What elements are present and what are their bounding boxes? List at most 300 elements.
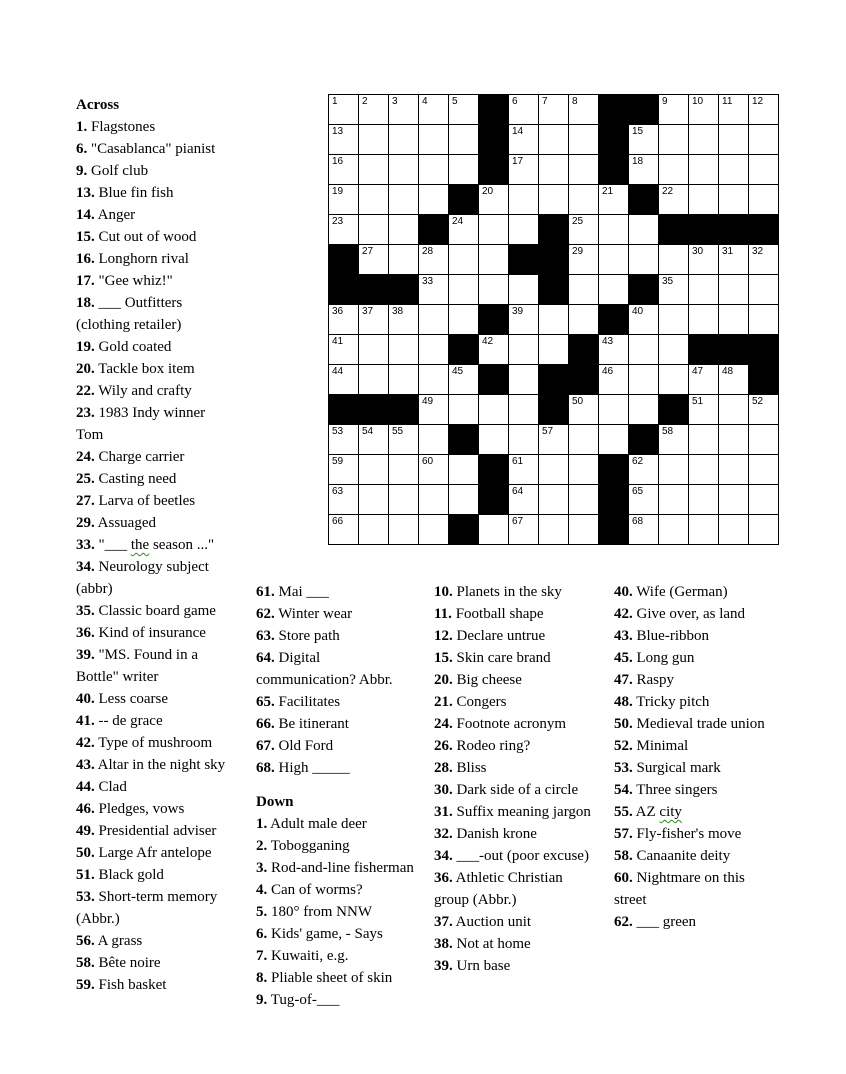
clue-number: 9.	[76, 163, 88, 179]
grid-cell[interactable]	[599, 275, 629, 305]
grid-cell[interactable]	[359, 305, 389, 335]
grid-cell[interactable]	[689, 485, 719, 515]
cell-number: 7	[542, 96, 548, 107]
grid-block	[539, 365, 569, 395]
grid-cell[interactable]	[419, 515, 449, 545]
grid-cell[interactable]	[509, 365, 539, 395]
down-clue	[434, 647, 594, 669]
cell-number: 63	[332, 486, 344, 497]
grid-cell[interactable]	[329, 125, 359, 155]
grid-cell[interactable]	[689, 155, 719, 185]
down-clue	[256, 945, 414, 967]
across-clue	[76, 226, 234, 248]
clue-text: "MS. Found in a Bottle" writer	[76, 647, 198, 685]
grid-cell[interactable]	[509, 455, 539, 485]
grid-cell[interactable]	[449, 155, 479, 185]
clue-number: 60.	[614, 870, 633, 886]
grid-cell[interactable]	[569, 425, 599, 455]
grid-cell[interactable]	[509, 125, 539, 155]
grid-cell[interactable]	[749, 425, 779, 455]
cell-number: 26	[662, 216, 674, 227]
grid-cell[interactable]	[659, 515, 689, 545]
grid-cell[interactable]	[449, 455, 479, 485]
across-clue	[76, 468, 234, 490]
grid-cell[interactable]	[689, 305, 719, 335]
clue-text: Auction unit	[452, 914, 532, 930]
grid-cell[interactable]	[599, 335, 629, 365]
grid-cell[interactable]	[569, 215, 599, 245]
clue-text: ___ Outfitters (clothing retailer)	[76, 295, 183, 333]
clue-number: 45.	[614, 650, 633, 666]
grid-cell[interactable]	[479, 515, 509, 545]
grid-cell[interactable]	[449, 395, 479, 425]
grid-cell[interactable]	[719, 395, 749, 425]
grid-cell[interactable]	[389, 155, 419, 185]
grid-cell[interactable]	[569, 185, 599, 215]
grid-cell[interactable]	[329, 455, 359, 485]
grid-cell[interactable]	[719, 515, 749, 545]
grid-cell[interactable]	[689, 515, 719, 545]
clue-number: 41.	[76, 713, 95, 729]
grid-cell[interactable]	[509, 95, 539, 125]
grid-cell[interactable]	[389, 95, 419, 125]
grid-cell[interactable]	[479, 395, 509, 425]
grid-cell[interactable]	[479, 425, 509, 455]
grid-cell[interactable]	[509, 185, 539, 215]
grid-cell[interactable]	[659, 185, 689, 215]
grid-cell[interactable]	[719, 455, 749, 485]
clue-text: Wily and crafty	[94, 383, 192, 399]
clue-number: 33.	[76, 537, 95, 553]
grid-cell[interactable]	[569, 275, 599, 305]
clue-number: 65.	[256, 694, 275, 710]
grid-cell[interactable]	[659, 455, 689, 485]
grid-cell[interactable]	[569, 245, 599, 275]
across-clue	[76, 204, 234, 226]
across-clue	[76, 710, 234, 732]
grid-cell[interactable]	[659, 425, 689, 455]
clue-number: 40.	[614, 584, 633, 600]
grid-block	[449, 335, 479, 365]
clue-text: -- de grace	[94, 713, 163, 729]
grid-cell[interactable]	[449, 245, 479, 275]
grid-cell[interactable]	[569, 155, 599, 185]
grid-cell[interactable]	[509, 425, 539, 455]
grid-cell[interactable]	[419, 275, 449, 305]
grid-cell[interactable]	[629, 455, 659, 485]
clue-text: Short-term memory (Abbr.)	[76, 889, 218, 927]
grid-cell[interactable]	[419, 95, 449, 125]
grid-cell[interactable]	[479, 215, 509, 245]
grid-cell[interactable]	[689, 275, 719, 305]
clue-number: 56.	[76, 933, 95, 949]
grid-cell[interactable]	[329, 335, 359, 365]
grid-cell[interactable]	[689, 365, 719, 395]
grid-cell[interactable]	[419, 395, 449, 425]
down-clue	[614, 669, 774, 691]
grid-cell[interactable]	[509, 485, 539, 515]
across-clue	[76, 556, 234, 600]
clue-text: Anger	[94, 207, 136, 223]
grid-block	[329, 245, 359, 275]
grid-cell[interactable]	[479, 275, 509, 305]
grid-cell[interactable]	[359, 455, 389, 485]
clue-text: ___ green	[632, 914, 697, 930]
clue-number: 53.	[614, 760, 633, 776]
grid-cell[interactable]	[359, 215, 389, 245]
clue-number: 15.	[434, 650, 453, 666]
grid-cell[interactable]	[449, 125, 479, 155]
grid-block	[749, 335, 779, 365]
grid-cell[interactable]	[569, 395, 599, 425]
grid-cell[interactable]	[509, 275, 539, 305]
clue-text: Digital communication? Abbr.	[256, 650, 393, 688]
grid-cell[interactable]	[359, 365, 389, 395]
grid-cell[interactable]	[539, 425, 569, 455]
clue-number: 61.	[256, 584, 275, 600]
grid-cell[interactable]	[569, 515, 599, 545]
grid-cell[interactable]	[599, 245, 629, 275]
clue-text: Flagstones	[87, 119, 156, 135]
grid-cell[interactable]	[719, 275, 749, 305]
grid-cell[interactable]	[329, 95, 359, 125]
grid-cell[interactable]	[689, 455, 719, 485]
grid-cell[interactable]	[389, 185, 419, 215]
clue-number: 35.	[76, 603, 95, 619]
grid-cell[interactable]	[749, 155, 779, 185]
grid-cell[interactable]	[659, 275, 689, 305]
grid-cell[interactable]	[389, 455, 419, 485]
grid-cell[interactable]	[719, 155, 749, 185]
grid-cell[interactable]	[659, 155, 689, 185]
cell-number: 50	[572, 396, 584, 407]
clue-number: 55.	[614, 804, 633, 820]
clue-number: 47.	[614, 672, 633, 688]
clue-text: Wife (German)	[632, 584, 728, 600]
clue-text: Planets in the sky	[452, 584, 562, 600]
clue-text: Tricky pitch	[632, 694, 710, 710]
cell-number: 1	[332, 96, 338, 107]
cell-number: 19	[332, 186, 344, 197]
grid-cell[interactable]	[539, 335, 569, 365]
clue-text: Not at home	[452, 936, 531, 952]
clue-number: 15.	[76, 229, 95, 245]
grid-cell[interactable]	[359, 515, 389, 545]
grid-cell[interactable]	[359, 335, 389, 365]
grid-cell[interactable]	[689, 185, 719, 215]
grid-cell[interactable]	[689, 125, 719, 155]
grid-cell[interactable]	[359, 425, 389, 455]
clue-number: 24.	[434, 716, 453, 732]
clue-text: Big cheese	[452, 672, 522, 688]
grid-block	[629, 185, 659, 215]
grid-cell[interactable]	[749, 455, 779, 485]
across-clue	[76, 798, 234, 820]
grid-cell[interactable]	[329, 425, 359, 455]
grid-cell[interactable]	[359, 485, 389, 515]
grid-cell[interactable]	[659, 245, 689, 275]
grid-cell[interactable]	[329, 515, 359, 545]
grid-cell[interactable]	[629, 245, 659, 275]
clue-number: 9.	[256, 992, 268, 1008]
down-clue	[614, 691, 774, 713]
grid-cell[interactable]	[659, 305, 689, 335]
grid-cell[interactable]	[539, 455, 569, 485]
cell-number: 36	[332, 306, 344, 317]
grid-cell[interactable]	[419, 335, 449, 365]
grid-cell[interactable]	[749, 95, 779, 125]
grid-cell[interactable]	[449, 365, 479, 395]
grid-cell[interactable]	[629, 125, 659, 155]
cell-number: 40	[632, 306, 644, 317]
grid-cell[interactable]	[629, 155, 659, 185]
clue-text: Kids' game, - Says	[267, 926, 383, 942]
grid-cell[interactable]	[539, 95, 569, 125]
grid-cell[interactable]	[749, 125, 779, 155]
down-clue	[614, 911, 774, 933]
clue-number: 25.	[76, 471, 95, 487]
across-clue	[256, 757, 414, 779]
across-clue	[256, 625, 414, 647]
grid-cell[interactable]	[629, 515, 659, 545]
clue-text: Dark side of a circle	[452, 782, 579, 798]
grid-cell[interactable]	[719, 185, 749, 215]
grid-cell[interactable]	[389, 305, 419, 335]
grid-cell[interactable]	[329, 305, 359, 335]
grid-cell[interactable]	[329, 215, 359, 245]
across-clue	[76, 974, 234, 996]
grid-cell[interactable]	[689, 395, 719, 425]
grid-cell[interactable]	[509, 155, 539, 185]
cell-number: 62	[632, 456, 644, 467]
clue-number: 59.	[76, 977, 95, 993]
grid-cell[interactable]	[719, 95, 749, 125]
grid-cell[interactable]	[539, 185, 569, 215]
clue-number: 64.	[256, 650, 275, 666]
cell-number: 8	[572, 96, 578, 107]
grid-cell[interactable]	[629, 395, 659, 425]
grid-cell[interactable]	[449, 305, 479, 335]
clue-text: Clad	[94, 779, 127, 795]
grid-cell[interactable]	[509, 335, 539, 365]
grid-cell[interactable]	[419, 155, 449, 185]
clue-number: 44.	[76, 779, 95, 795]
grid-cell[interactable]	[419, 425, 449, 455]
grid-cell[interactable]	[569, 95, 599, 125]
grid-cell[interactable]	[389, 125, 419, 155]
clue-text: ___-out (poor excuse)	[452, 848, 589, 864]
grid-cell[interactable]	[719, 425, 749, 455]
grid-cell[interactable]	[629, 215, 659, 245]
clue-text: Gold coated	[94, 339, 172, 355]
clue-text: Declare untrue	[452, 628, 546, 644]
grid-cell[interactable]	[359, 155, 389, 185]
grid-cell[interactable]	[749, 515, 779, 545]
grid-cell[interactable]	[329, 365, 359, 395]
clue-number: 7.	[256, 948, 268, 964]
clue-number: 26.	[434, 738, 453, 754]
grid-cell[interactable]	[749, 305, 779, 335]
cell-number: 3	[392, 96, 398, 107]
grid-cell[interactable]	[659, 335, 689, 365]
grid-cell[interactable]	[629, 305, 659, 335]
clue-number: 31.	[434, 804, 453, 820]
grid-cell[interactable]	[389, 515, 419, 545]
clue-number: 18.	[76, 295, 95, 311]
across-clue	[76, 380, 234, 402]
clue-text: Bliss	[452, 760, 487, 776]
grid-cell[interactable]	[389, 215, 419, 245]
clue-text: Surgical mark	[632, 760, 721, 776]
grid-cell[interactable]	[599, 185, 629, 215]
grid-cell[interactable]	[659, 485, 689, 515]
grid-cell[interactable]	[509, 215, 539, 245]
clue-text: Medieval trade union	[632, 716, 765, 732]
grid-cell[interactable]	[419, 305, 449, 335]
grid-cell[interactable]	[329, 155, 359, 185]
grid-cell[interactable]	[389, 365, 419, 395]
cell-number: 61	[512, 456, 524, 467]
clue-number: 36.	[76, 625, 95, 641]
grid-cell[interactable]	[599, 395, 629, 425]
clue-text: Large Afr antelope	[94, 845, 212, 861]
clue-number: 51.	[76, 867, 95, 883]
grid-cell[interactable]	[419, 245, 449, 275]
grid-cell[interactable]	[449, 215, 479, 245]
grid-cell[interactable]	[359, 245, 389, 275]
grid-cell[interactable]	[749, 275, 779, 305]
down-clue	[434, 779, 594, 801]
grid-cell[interactable]	[509, 305, 539, 335]
clue-number: 39.	[76, 647, 95, 663]
grid-cell[interactable]	[659, 95, 689, 125]
grid-cell[interactable]	[419, 185, 449, 215]
grid-cell[interactable]	[359, 125, 389, 155]
clue-text: 180° from NNW	[267, 904, 372, 920]
cell-number: 54	[362, 426, 374, 437]
grid-cell[interactable]	[719, 245, 749, 275]
grid-cell[interactable]	[659, 125, 689, 155]
across-clue	[76, 930, 234, 952]
grid-cell[interactable]	[599, 215, 629, 245]
grid-cell[interactable]	[539, 125, 569, 155]
grid-cell[interactable]	[389, 485, 419, 515]
grid-block	[719, 215, 749, 245]
cell-number: 58	[662, 426, 674, 437]
grid-cell[interactable]	[629, 365, 659, 395]
clue-text: Presidential adviser	[94, 823, 217, 839]
clue-number: 43.	[76, 757, 95, 773]
grid-cell[interactable]	[479, 335, 509, 365]
down-clue	[434, 845, 594, 867]
cell-number: 35	[662, 276, 674, 287]
clue-text: Blue-ribbon	[632, 628, 709, 644]
grid-cell[interactable]	[389, 425, 419, 455]
grid-cell[interactable]	[479, 185, 509, 215]
across-clue	[76, 446, 234, 468]
grid-cell[interactable]	[449, 275, 479, 305]
grid-cell[interactable]	[749, 485, 779, 515]
grid-cell[interactable]	[539, 305, 569, 335]
grid-cell[interactable]	[569, 455, 599, 485]
clue-text: Rodeo ring?	[452, 738, 531, 754]
grid-cell[interactable]	[719, 305, 749, 335]
grid-cell[interactable]	[539, 485, 569, 515]
down-clue	[614, 647, 774, 669]
grid-cell[interactable]	[689, 245, 719, 275]
down-clue	[256, 879, 414, 901]
grid-block	[479, 95, 509, 125]
grid-cell[interactable]	[569, 125, 599, 155]
grid-cell[interactable]	[659, 365, 689, 395]
grid-cell[interactable]	[719, 485, 749, 515]
grid-cell[interactable]	[749, 185, 779, 215]
grid-cell[interactable]	[539, 515, 569, 545]
clue-number: 34.	[76, 559, 95, 575]
grid-block	[629, 275, 659, 305]
grid-cell[interactable]	[419, 365, 449, 395]
clue-number: 13.	[76, 185, 95, 201]
grid-cell[interactable]	[329, 185, 359, 215]
grid-cell[interactable]	[719, 365, 749, 395]
grid-cell[interactable]	[449, 485, 479, 515]
grid-block	[749, 365, 779, 395]
grid-cell[interactable]	[719, 125, 749, 155]
clues-column-2	[256, 581, 414, 1011]
grid-cell[interactable]	[509, 395, 539, 425]
grid-cell[interactable]	[509, 515, 539, 545]
grid-cell[interactable]	[629, 335, 659, 365]
clue-number: 62.	[256, 606, 275, 622]
grid-cell[interactable]	[329, 485, 359, 515]
cell-number: 57	[542, 426, 554, 437]
clue-text: "Casablanca" pianist	[87, 141, 216, 157]
grid-cell[interactable]	[689, 95, 719, 125]
grid-cell[interactable]	[629, 485, 659, 515]
grid-cell[interactable]	[599, 365, 629, 395]
grid-cell[interactable]	[749, 395, 779, 425]
clue-number: 62.	[614, 914, 633, 930]
grid-cell[interactable]	[419, 455, 449, 485]
cell-number: 32	[752, 246, 764, 257]
grid-cell[interactable]	[449, 95, 479, 125]
grid-cell[interactable]	[389, 335, 419, 365]
clue-text: Altar in the night sky	[94, 757, 226, 773]
grid-cell[interactable]	[359, 185, 389, 215]
clue-number: 12.	[434, 628, 453, 644]
cell-number: 49	[422, 396, 434, 407]
grid-cell[interactable]	[419, 485, 449, 515]
grid-cell[interactable]	[479, 245, 509, 275]
grid-cell[interactable]	[419, 125, 449, 155]
clue-text: Kuwaiti, e.g.	[267, 948, 349, 964]
grid-cell[interactable]	[569, 305, 599, 335]
across-clue	[256, 691, 414, 713]
grid-cell[interactable]	[389, 245, 419, 275]
grid-cell[interactable]	[359, 95, 389, 125]
grid-cell[interactable]	[539, 155, 569, 185]
across-clue	[76, 644, 234, 688]
grid-cell[interactable]	[569, 485, 599, 515]
clue-number: 40.	[76, 691, 95, 707]
clue-text: Fly-fisher's move	[632, 826, 742, 842]
grid-cell[interactable]	[749, 245, 779, 275]
clue-number: 1.	[256, 816, 268, 832]
grid-cell[interactable]	[599, 425, 629, 455]
cell-number: 2	[362, 96, 368, 107]
grid-cell[interactable]	[689, 425, 719, 455]
grid-block	[419, 215, 449, 245]
